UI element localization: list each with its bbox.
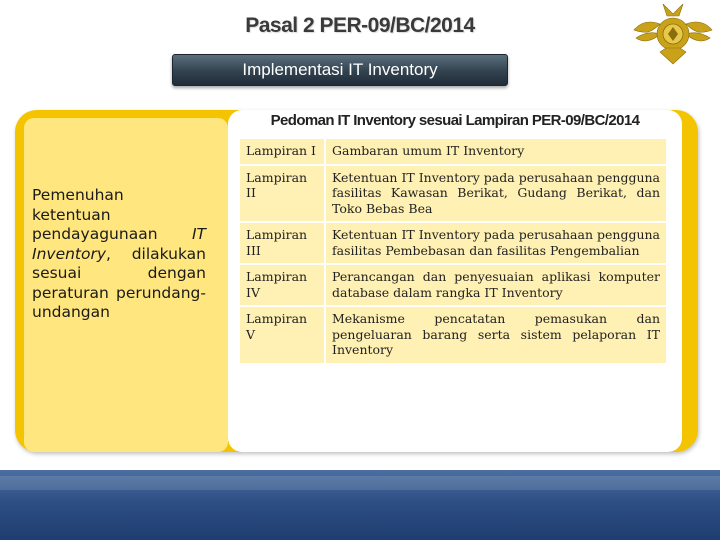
lampiran-label: Lampiran III (239, 222, 325, 264)
footer-highlight (0, 476, 720, 490)
table-row (239, 264, 667, 306)
lampiran-description: Ketentuan IT Inventory pada perusahaan pengguna fasilitas Kawasan Berikat, Gudang Berikat, dan Toko Bebas Bea (325, 165, 667, 223)
lampiran-label: Lampiran V (239, 306, 325, 364)
lampiran-label: Lampiran IV (239, 264, 325, 306)
customs-emblem-icon (630, 0, 716, 68)
page-title: Pasal 2 PER-09/BC/2014 (245, 14, 475, 37)
table-row (239, 306, 667, 364)
left-statement (32, 186, 206, 323)
statement-italic: IT Inventory (32, 225, 206, 263)
lampiran-table (238, 137, 668, 365)
table-row (239, 138, 667, 165)
table-row (239, 165, 667, 223)
lampiran-description: Mekanisme pencatatan pemasukan dan pengeluaran barang serta sistem pelaporan IT Inventory (325, 306, 667, 364)
table-row (239, 222, 667, 264)
statement-part-2: , dilakukan sesuai dengan peraturan perundang-undangan (32, 244, 206, 321)
lampiran-label: Lampiran II (239, 165, 325, 223)
statement-part-1: Pemenuhan ketentuan pendayagunaan (32, 186, 192, 243)
section-banner: Implementasi IT Inventory (172, 54, 508, 86)
lampiran-description: Gambaran umum IT Inventory (325, 138, 667, 165)
lampiran-description: Perancangan dan penyesuaian aplikasi komputer database dalam rangka IT Inventory (325, 264, 667, 306)
table-heading: Pedoman IT Inventory sesuai Lampiran PER-09/BC/2014 (270, 112, 640, 129)
lampiran-description: Ketentuan IT Inventory pada perusahaan pengguna fasilitas Pembebasan dan fasilitas Pengembalian (325, 222, 667, 264)
lampiran-label: Lampiran I (239, 138, 325, 165)
